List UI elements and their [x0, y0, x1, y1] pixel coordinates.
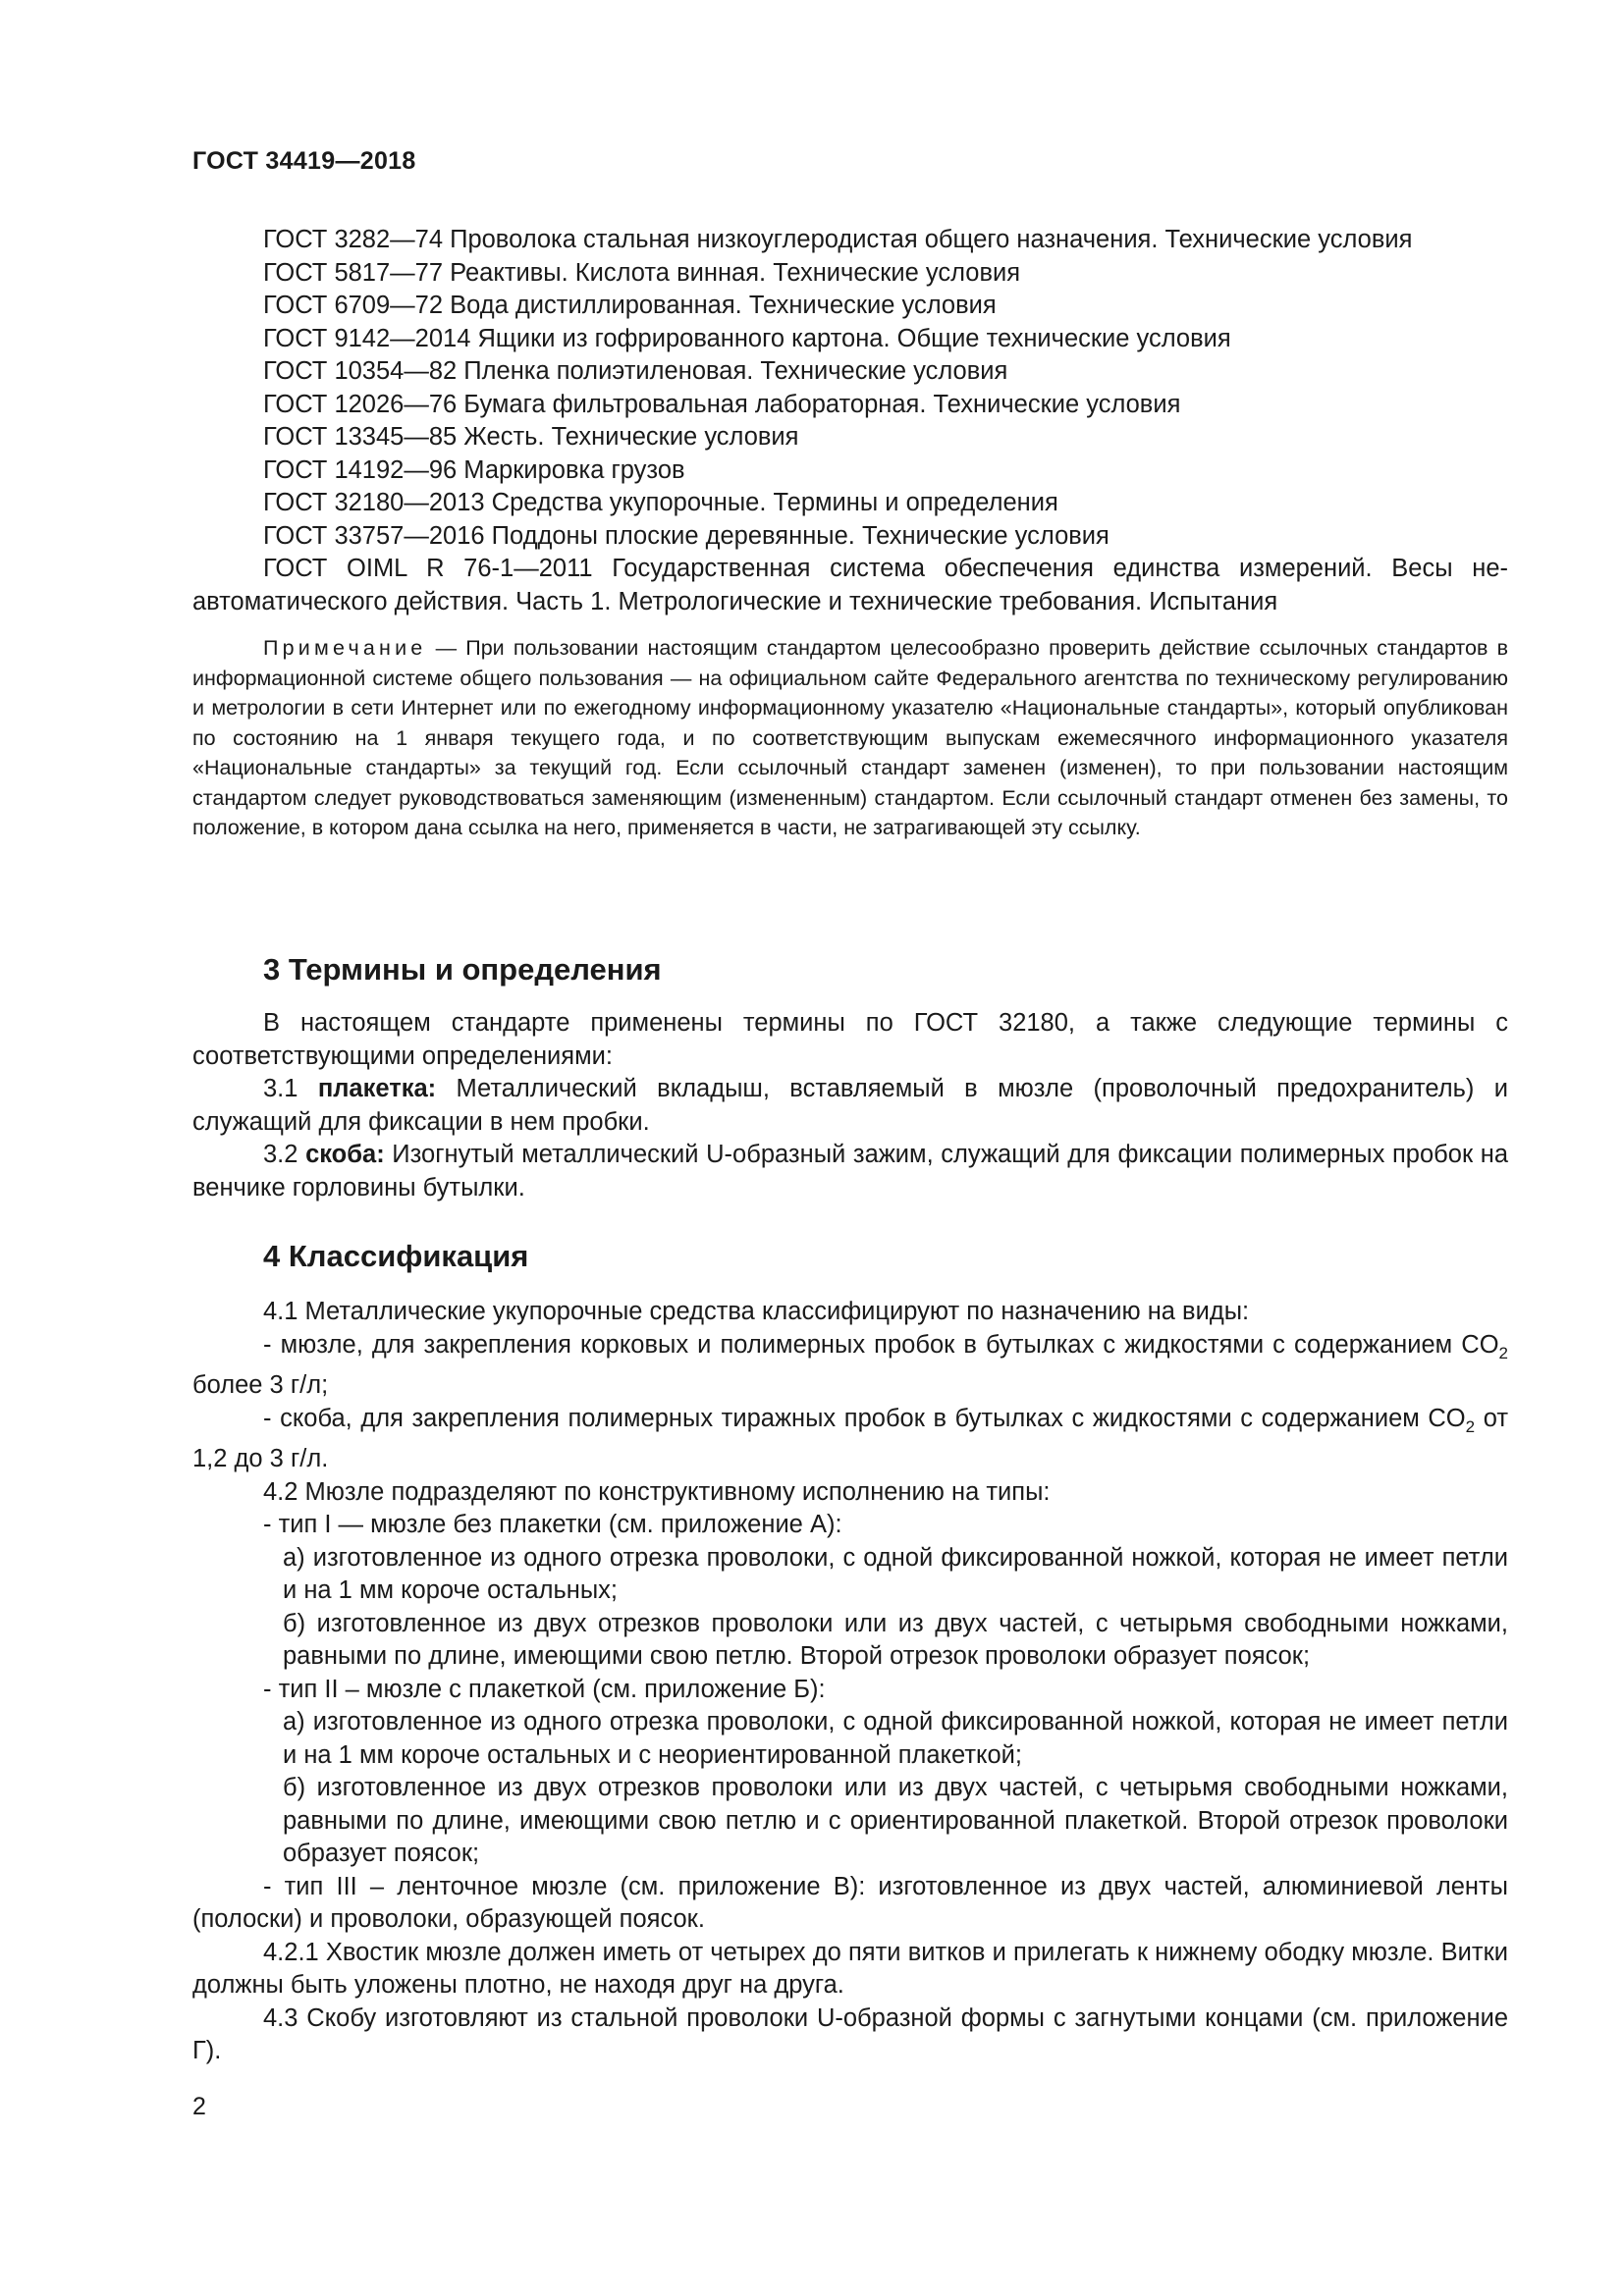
reference-item: ГОСТ 14192—96 Маркировка грузов: [263, 455, 685, 484]
para-4-2: 4.2 Мюзле подразделяют по конструктивному исполнению на типы:: [263, 1477, 1051, 1506]
list-item-text: от 1,2 до 3 г/л.: [192, 1404, 1508, 1472]
page-number: 2: [192, 2093, 206, 2120]
type-1-variant-b: б) изготовленное из двух отрезков проволоки или из двух частей, с четырьмя свободными ножками, равными по длине, имеющими свою петлю. Второй отрезок проволоки образует поясок;: [283, 1609, 1508, 1670]
subscript: 2: [1498, 1343, 1508, 1362]
section-3-intro: В настоящем стандарте применены термины по ГОСТ 32180, а также следующие термины с соответствующими определениями:: [192, 1009, 1508, 1070]
para-4-1: 4.1 Металлические укупорочные средства классифицируют по назначению на виды:: [263, 1298, 1250, 1325]
term-number: 3.1: [263, 1075, 318, 1102]
term-name: скоба:: [305, 1141, 385, 1168]
list-item-text: - мюзле, для закрепления корковых и полимерных пробок в бутылках с жидкостями с содержанием CO: [263, 1330, 1499, 1359]
term-definition: Изогнутый металлический U-образный зажим, служащий для фиксации полимерных пробок на венчике горловины бутылки.: [192, 1141, 1508, 1201]
list-item-skoba: [192, 1403, 1508, 1476]
reference-item: ГОСТ 3282—74 Проволока стальная низкоуглеродистая общего назначения. Технические условия: [263, 226, 1413, 253]
reference-item: ГОСТ 13345—85 Жесть. Технические условия: [263, 423, 799, 451]
term-name: плакетка:: [317, 1075, 437, 1102]
note-text: — При пользовании настоящим стандартом целесообразно проверить действие ссылочных стандартов в информационной системе общего пользования — на официальном сайте Федерального агентства по техническому регулированию и метрологии в сети Интернет или по ежегодному информационному указателю «Национальные стандарты», который опубликован по состоянию на 1 января текущего года, и по соответствующим выпускам ежемесячного информационного указателя «Национальные стандарты» за текущий год. Если ссылочный стандарт заменен (изменен), то при пользовании настоящим стандартом следует руководствоваться заменяющим (измененным) стандартом. Если ссылочный стандарт отменен без замены, то положение, в котором дана ссылка на него, применяется в части, не затрагивающей эту ссылку.: [192, 636, 1508, 839]
reference-item: ГОСТ 5817—77 Реактивы. Кислота винная. Технические условия: [263, 258, 1021, 287]
section-4-title: 4 Классификация: [263, 1239, 529, 1273]
term-3-2: [192, 1139, 1508, 1204]
section-4-body: [192, 1296, 1508, 2068]
type-2-variant-b: б) изготовленное из двух отрезков проволоки или из двух частей, с четырьмя свободными ножками, равными по длине, имеющими свою петлю и с ориентированной плакеткой. Второй отрезок проволоки образует поясок;: [283, 1774, 1508, 1867]
list-item-text: - скоба, для закрепления полимерных тиражных пробок в бутылках с жидкостями с содержанием CO: [263, 1404, 1466, 1432]
document-header: ГОСТ 34419—2018: [192, 147, 416, 175]
para-4-2-1: 4.2.1 Хвостик мюзле должен иметь от четырех до пяти витков и прилегать к нижнему ободку мюзле. Витки должны быть уложены плотно, не находя друг на друга.: [192, 1938, 1508, 1999]
list-item-muzle: [192, 1329, 1508, 1403]
reference-item: ГОСТ 12026—76 Бумага фильтровальная лабораторная. Технические условия: [263, 390, 1181, 418]
subscript: 2: [1465, 1416, 1476, 1436]
type-3: - тип III – ленточное мюзле (см. приложение В): изготовленное из двух частей, алюминиевой ленты (полоски) и проволоки, образующей поясок.: [192, 1872, 1508, 1933]
note-label: Примечание: [263, 636, 427, 660]
type-2: - тип II – мюзле с плакеткой (см. приложение Б):: [263, 1675, 826, 1703]
term-number: 3.2: [263, 1141, 306, 1168]
reference-item: ГОСТ 6709—72 Вода дистиллированная. Технические условия: [263, 292, 997, 319]
type-1: - тип I — мюзле без плакетки (см. приложение А):: [263, 1511, 842, 1538]
type-2-variant-a: а) изготовленное из одного отрезка проволоки, с одной фиксированной ножкой, которая не имеет петли и на 1 мм короче остальных и с неориентированной плакеткой;: [283, 1708, 1508, 1769]
reference-item-oiml-line2: автоматического действия. Часть 1. Метрологические и технические требования. Испытания: [192, 587, 1278, 615]
term-3-1: [192, 1073, 1508, 1139]
reference-list: [192, 224, 1508, 618]
reference-item: ГОСТ 10354—82 Пленка полиэтиленовая. Технические условия: [263, 357, 1008, 385]
term-definition: Металлический вкладыш, вставляемый в мюзле (проволочный предохранитель) и служащий для фиксации в нем пробки.: [192, 1075, 1508, 1136]
reference-item: ГОСТ 9142—2014 Ящики из гофрированного картона. Общие технические условия: [263, 324, 1231, 352]
reference-item: ГОСТ 33757—2016 Поддоны плоские деревянные. Технические условия: [263, 521, 1109, 550]
reference-item: ГОСТ 32180—2013 Средства укупорочные. Термины и определения: [263, 489, 1058, 516]
section-3-title: 3 Термины и определения: [263, 952, 662, 987]
type-1-variant-a: а) изготовленное из одного отрезка проволоки, с одной фиксированной ножкой, которая не имеет петли и на 1 мм короче остальных;: [283, 1543, 1508, 1604]
section-3-body: [192, 1007, 1508, 1204]
list-item-text: более 3 г/л;: [192, 1371, 329, 1399]
para-4-3: 4.3 Скобу изготовляют из стальной проволоки U-образной формы с загнутыми концами (см. приложение Г).: [192, 2003, 1508, 2064]
note-block: [192, 633, 1508, 843]
reference-item-oiml-line1: ГОСТ OIML R 76-1—2011 Государственная система обеспечения единства измерений. Весы не-: [263, 555, 1508, 582]
